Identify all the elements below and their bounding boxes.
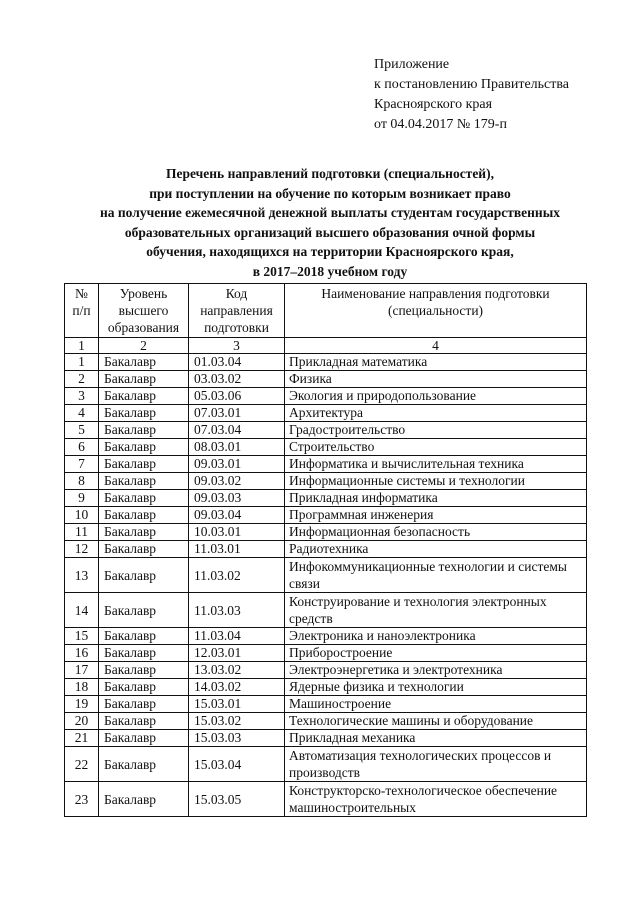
row-level: Бакалавр (99, 439, 189, 456)
row-specialty-name: Информатика и вычислительная техника (285, 456, 587, 473)
row-code: 13.03.02 (189, 662, 285, 679)
row-number: 15 (65, 628, 99, 645)
row-number: 2 (65, 371, 99, 388)
table-row (65, 747, 587, 782)
row-number: 23 (65, 782, 99, 817)
row-code: 09.03.04 (189, 507, 285, 524)
table-row (65, 422, 587, 439)
row-code: 01.03.04 (189, 354, 285, 371)
row-number: 11 (65, 524, 99, 541)
row-code: 15.03.05 (189, 782, 285, 817)
column-number: 3 (189, 338, 285, 354)
title-line: обучения, находящихся на территории Красноярского края, (146, 244, 514, 259)
row-level: Бакалавр (99, 593, 189, 628)
row-level: Бакалавр (99, 473, 189, 490)
row-specialty-name: Технологические машины и оборудование (285, 713, 587, 730)
row-specialty-name: Конструирование и технология электронных средств (285, 593, 587, 628)
table-row (65, 456, 587, 473)
row-code: 15.03.03 (189, 730, 285, 747)
row-code: 10.03.01 (189, 524, 285, 541)
table-row (65, 662, 587, 679)
row-level: Бакалавр (99, 730, 189, 747)
row-level: Бакалавр (99, 679, 189, 696)
row-code: 11.03.02 (189, 558, 285, 593)
row-level: Бакалавр (99, 558, 189, 593)
row-specialty-name: Физика (285, 371, 587, 388)
title-line: в 2017–2018 учебном году (252, 263, 408, 279)
row-number: 14 (65, 593, 99, 628)
table-header-row (65, 284, 587, 338)
table-row (65, 405, 587, 422)
row-code: 15.03.01 (189, 696, 285, 713)
row-code: 15.03.02 (189, 713, 285, 730)
row-level: Бакалавр (99, 696, 189, 713)
row-specialty-name: Приборостроение (285, 645, 587, 662)
row-specialty-name: Программная инженерия (285, 507, 587, 524)
row-number: 21 (65, 730, 99, 747)
row-code: 11.03.01 (189, 541, 285, 558)
table-row (65, 679, 587, 696)
row-specialty-name: Конструкторско-технологическое обеспечение машиностроительных (285, 782, 587, 817)
row-specialty-name: Экология и природопользование (285, 388, 587, 405)
row-code: 09.03.03 (189, 490, 285, 507)
row-number: 6 (65, 439, 99, 456)
row-code: 14.03.02 (189, 679, 285, 696)
row-specialty-name: Электроника и наноэлектроника (285, 628, 587, 645)
row-number: 17 (65, 662, 99, 679)
row-number: 8 (65, 473, 99, 490)
row-code: 11.03.04 (189, 628, 285, 645)
header-num: № п/п (65, 284, 99, 338)
row-code: 08.03.01 (189, 439, 285, 456)
row-level: Бакалавр (99, 490, 189, 507)
table-row (65, 696, 587, 713)
table-row (65, 782, 587, 817)
row-code: 03.03.02 (189, 371, 285, 388)
row-level: Бакалавр (99, 782, 189, 817)
appendix-line: от 04.04.2017 № 179-п (374, 117, 507, 132)
row-level: Бакалавр (99, 747, 189, 782)
table-row (65, 645, 587, 662)
column-number-row (65, 338, 587, 354)
column-number: 2 (99, 338, 189, 354)
row-level: Бакалавр (99, 524, 189, 541)
column-number: 4 (285, 338, 587, 354)
title-line: образовательных организаций высшего образования очной формы (124, 224, 536, 240)
table-row (65, 439, 587, 456)
row-specialty-name: Градостроительство (285, 422, 587, 439)
table-row (65, 593, 587, 628)
specialties-table (64, 283, 587, 817)
row-level: Бакалавр (99, 422, 189, 439)
table-row (65, 628, 587, 645)
row-specialty-name: Инфокоммуникационные технологии и системы связи (285, 558, 587, 593)
row-code: 12.03.01 (189, 645, 285, 662)
row-specialty-name: Электроэнергетика и электротехника (285, 662, 587, 679)
row-level: Бакалавр (99, 405, 189, 422)
row-level: Бакалавр (99, 541, 189, 558)
row-number: 1 (65, 354, 99, 371)
row-number: 13 (65, 558, 99, 593)
table-row (65, 541, 587, 558)
row-level: Бакалавр (99, 645, 189, 662)
table-row (65, 473, 587, 490)
header-level: Уровень высшего образования (99, 284, 189, 338)
table-row (65, 713, 587, 730)
row-level: Бакалавр (99, 713, 189, 730)
row-specialty-name: Прикладная механика (285, 730, 587, 747)
table-row (65, 524, 587, 541)
table-row (65, 354, 587, 371)
row-level: Бакалавр (99, 354, 189, 371)
column-number: 1 (65, 338, 99, 354)
row-number: 18 (65, 679, 99, 696)
row-level: Бакалавр (99, 628, 189, 645)
row-number: 22 (65, 747, 99, 782)
title-line: при поступлении на обучение по которым возникает право (149, 185, 511, 201)
title-line: Перечень направлений подготовки (специальностей), (166, 166, 494, 181)
row-code: 09.03.01 (189, 456, 285, 473)
row-code: 09.03.02 (189, 473, 285, 490)
row-specialty-name: Машиностроение (285, 696, 587, 713)
row-specialty-name: Прикладная математика (285, 354, 587, 371)
row-code: 07.03.04 (189, 422, 285, 439)
header-name: Наименование направления подготовки (специальности) (285, 284, 587, 338)
table-row (65, 730, 587, 747)
row-specialty-name: Ядерные физика и технологии (285, 679, 587, 696)
row-level: Бакалавр (99, 662, 189, 679)
row-code: 15.03.04 (189, 747, 285, 782)
row-number: 19 (65, 696, 99, 713)
row-level: Бакалавр (99, 371, 189, 388)
row-specialty-name: Строительство (285, 439, 587, 456)
row-code: 07.03.01 (189, 405, 285, 422)
row-level: Бакалавр (99, 456, 189, 473)
title-line: на получение ежемесячной денежной выплаты студентам государственных (100, 205, 560, 220)
appendix-block (374, 55, 569, 135)
table-row (65, 507, 587, 524)
row-number: 9 (65, 490, 99, 507)
table-row (65, 371, 587, 388)
document-title (40, 164, 620, 281)
row-specialty-name: Радиотехника (285, 541, 587, 558)
row-specialty-name: Информационная безопасность (285, 524, 587, 541)
row-number: 5 (65, 422, 99, 439)
table-row (65, 388, 587, 405)
table-body (65, 354, 587, 817)
row-number: 7 (65, 456, 99, 473)
row-specialty-name: Прикладная информатика (285, 490, 587, 507)
row-number: 10 (65, 507, 99, 524)
row-specialty-name: Автоматизация технологических процессов и производств (285, 747, 587, 782)
row-number: 16 (65, 645, 99, 662)
row-code: 05.03.06 (189, 388, 285, 405)
table-row (65, 490, 587, 507)
row-level: Бакалавр (99, 507, 189, 524)
row-specialty-name: Архитектура (285, 405, 587, 422)
row-number: 12 (65, 541, 99, 558)
row-number: 4 (65, 405, 99, 422)
row-number: 3 (65, 388, 99, 405)
appendix-line: Красноярского края (374, 97, 493, 112)
row-code: 11.03.03 (189, 593, 285, 628)
appendix-line: Приложение (374, 57, 450, 72)
table-row (65, 558, 587, 593)
row-level: Бакалавр (99, 388, 189, 405)
row-specialty-name: Информационные системы и технологии (285, 473, 587, 490)
appendix-line: к постановлению Правительства (374, 77, 570, 92)
header-code: Код направления подготовки (189, 284, 285, 338)
row-number: 20 (65, 713, 99, 730)
